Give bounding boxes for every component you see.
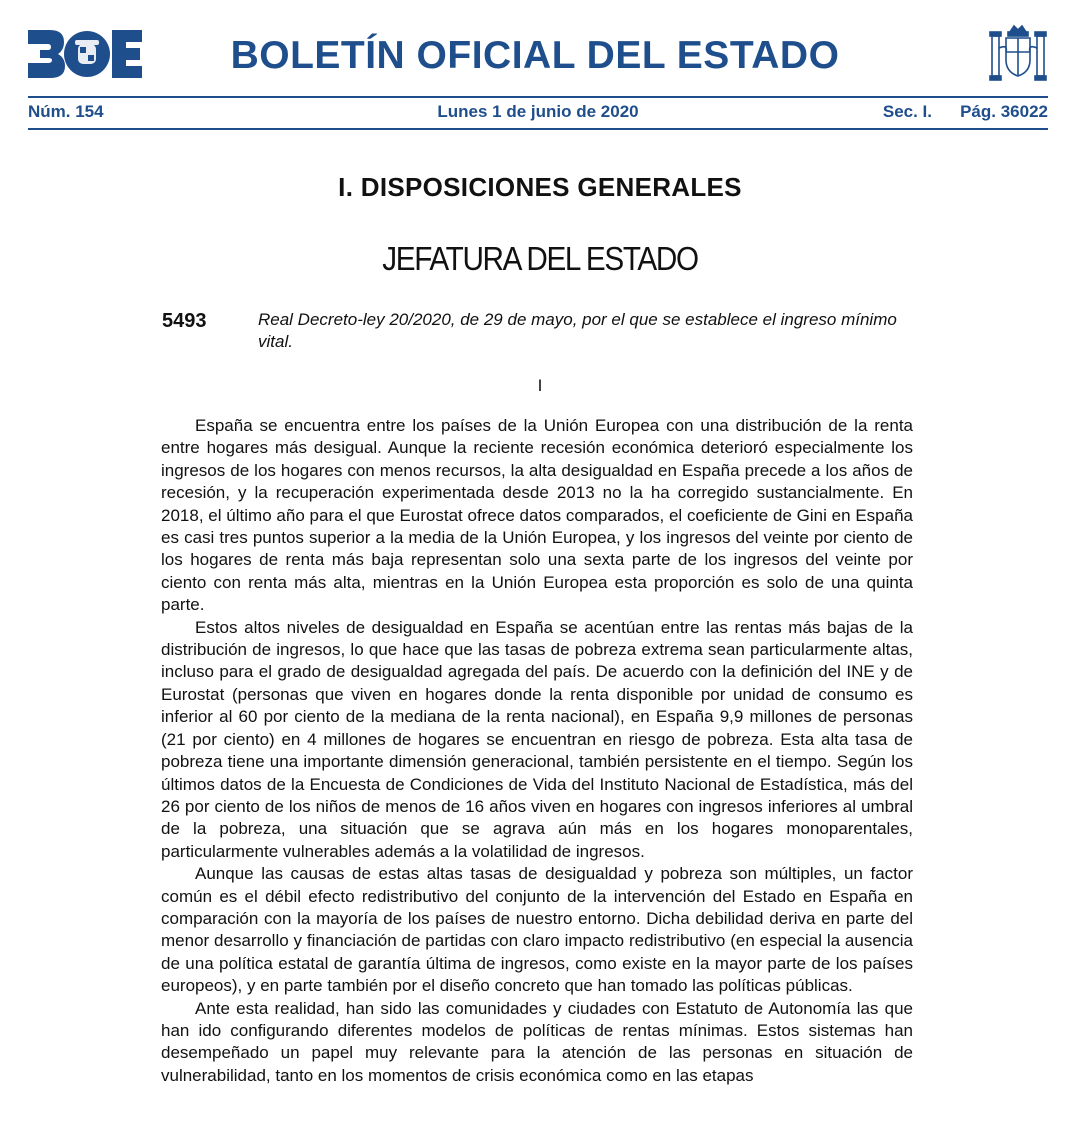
paragraph: Aunque las causas de estas altas tasas de desigualdad y pobreza son múltiples, un factor común es el débil efecto redistributivo del conjunto de la intervención del Estado en España en comparación con la mayoría de los países de nuestro entorno. Dicha debilidad deriva en parte del menor desarrollo y financiación de partidas con claro impacto redistributivo (en especial la ausencia de una política estatal de garantía última de ingresos, como existe en la mayor parte de los países europeos), y en parte también por el diseño concreto que han tomado las políticas públicas. — [161, 864, 913, 996]
header-rule-top — [28, 96, 1048, 98]
boe-logo — [28, 30, 142, 78]
header-rule-bottom — [28, 128, 1048, 130]
issue-number: Núm. 154 — [28, 102, 104, 121]
paragraph: Estos altos niveles de desigualdad en España se acentúan entre las rentas más bajas de la distribución de ingresos, lo que hace que las tasas de pobreza extrema sean particularmente altas, incluso para el grado de desigualdad agregada del país. De acuerdo con la definición del INE y de Eurostat (personas que viven en hogares donde la renta disponible por unidad de consumo es inferior al 60 por ciento de la mediana de la renta nacional), en España 9,9 millones de personas (21 por ciento) en 4 millones de hogares se encuentran en riesgo de pobreza. Esta alta tasa de pobreza tiene una importante dimensión generacional, también persistente en el tiempo. Según los últimos datos de la Encuesta de Condiciones de Vida del Instituto Nacional de Estadística, más del 26 por ciento de los niños de menos de 16 años viven en hogares con ingresos inferiores al umbral de la pobreza, una situación que se agrava aún más en los hogares monoparentales, particularmente vulnerables además a la volatilidad de ingresos. — [161, 617, 913, 861]
disposition-number: 5493 — [162, 310, 207, 332]
paragraph: Ante esta realidad, han sido las comunidades y ciudades con Estatuto de Autonomía las que han ido configurando diferentes modelos de políticas de rentas mínimas. Estos sistemas han desempeñado un papel muy relevante para la atención de las personas en situación de vulnerabilidad, tanto en los momentos de crisis económica como en las etapas — [161, 998, 913, 1085]
chapter-numeral: I — [537, 376, 543, 395]
page-number: Pág. 36022 — [960, 102, 1048, 121]
coat-of-arms-icon — [988, 22, 1048, 84]
section-label: Sec. I. — [882, 102, 932, 121]
issue-info-row — [28, 102, 1048, 126]
body-text — [161, 415, 913, 1087]
issue-date: Lunes 1 de junio de 2020 — [437, 102, 639, 121]
gazette-title: BOLETÍN OFICIAL DEL ESTADO — [230, 34, 840, 77]
disposition-title: Real Decreto-ley 20/2020, de 29 de mayo, por el que se establece el ingreso mínimo vital. — [258, 310, 897, 351]
paragraph: España se encuentra entre los países de la Unión Europea con una distribución de la renta entre hogares más desigual. Aunque la reciente recesión económica deterioró especialmente los ingresos de los hogares con menos recursos, la alta desigualdad en España precede a los años de recesión, y la recuperación experimentada desde 2013 no la ha corregido sustancialmente. En 2018, el último año para el que Eurostat ofrece datos comparados, el coeficiente de Gini en España es casi tres puntos superior a la media de la Unión Europea, y los ingresos del veinte por ciento de los hogares de renta más baja representan solo una sexta parte de los ingresos del veinte por ciento con renta más alta, mientras en la Unión Europea esta proporción es solo de una quinta parte. — [161, 416, 913, 615]
organism-title: JEFATURA DEL ESTADO — [382, 240, 698, 277]
section-title: I. DISPOSICIONES GENERALES — [338, 172, 742, 202]
